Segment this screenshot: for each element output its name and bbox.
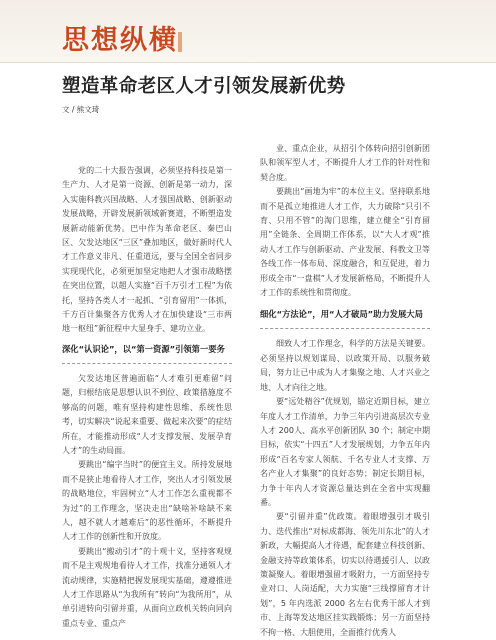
paragraph: 要跳出“画地为牢”的本位主义。坚持联系地而不是孤立地推进人才工作，大力破除“只引不育、只用不管”的淘门思维，建立健全“引育留用”全链条、全周期工作体系，以“大人才观”推动人才工作与创新驱动、产业发展、科教文卫等各线工作一体布局、深度融合，和互促进，着力形成全市“一盘棋”人才发展新格局，不断提升人才工作的系统性和贯彻度。 (260, 187, 430, 298)
paragraph: 细致人才工作理念，科学的方法是关键要。必须坚持以规划谋局、以政策开局、以服务破局，努力让已中成为人才集聚之地、人才兴业之地、人才向往之地。 (260, 339, 430, 392)
paragraph: 党的二十大报告强调，必须坚持科技是第一生产力、人才是第一资源、创新是第一动力，深入实施科教兴国战略、人才强国战略、创新驱动发展战略，开辟发展新领域新赛道，不断塑造发展新动能新优势。巴中作为革命老区、秦巴山区、欠发达地区“三区”叠加地区，做好新时代人才工作意义非凡、任重道远，要与全国全省同步实现现代化，必须更加坚定地把人才强市战略摆在突出位置，以超人实施“百千万引才工程”为依托，坚持各类人才一起抓、“引育留用”一体抓，千方百计集聚各方优秀人才在加快建设“三市两地一枢纽”新征程中大显身手、建功立业。 (62, 166, 232, 334)
section-title: 思想纵横 (62, 25, 178, 56)
right-text-column (260, 142, 430, 640)
subheading: 细化“方法论”，用“人才破局”助力发展大局 (260, 308, 430, 329)
paragraph: 要“引留并重”优政策。着眼增强引才吸引力、迭代推出“对标成都海、领先川东北”的人才新政，大幅提高人才待遇，配套建立科技创新、金融支持等政策体系，切实以待遇援引人、以政策凝聚人。着眼增强留才吸附力，一方面坚持专业对口、人岗适配，大力实施“三线撑留育才计划”，5 年内选派 2000 名左右优秀干部人才到市、上海等发达地区挂实践锻炼；另一方面坚持不拘一格、大胆使用，全面推行优秀人 (260, 512, 430, 637)
paragraph: 要跳出“编字当时”的便宜主义。所持发展地而不是狭止地看待人才工作，突出人才引领发展的战略地位，牢固树立“人才工作怎么重视都不为过”的工作理念，坚决走出“缺啥补啥缺不来人，越不就人才越难后”的恶性循环，不断提升人才工作的创新性和开放度。 (62, 460, 232, 542)
paragraph: 业、重点企业，从招引个体转向招引创新团队和领军型人才，不断提升人才工作的针对性和契合度。 (260, 144, 430, 182)
paragraph: 要跳出“搬动引才”的十观十义，坚持客观规而不是主观规地看待人才工作，找准分通领人才流动规律，实施精把握发展现实基础，遵遵推进人才工作思路从“为我所有”转向“为我所用”，从单引进转向引留并重，从面向立政机关转向同向重点专业、重点产 (62, 546, 232, 628)
header-divider (0, 62, 496, 63)
article-byline: 文 / 熊文琦 (62, 105, 100, 114)
paragraph: 要“远处精谷”优规划，锚定近期目标，建立年度人才工作清单，力争三年内引进高层次专业人才 200人、高水平创新团队 30 个；制定中期目标，依实“十四五”人才发展规划，力争五年内形成“百名专家人领航、千名专业人才支撑、万名产业人才集聚”的良好态势；制定长期目标，力争十年内人才资源总量达到在全省中实现翻番。 (260, 397, 430, 507)
article-title: 塑造革命老区人才引领发展新优势 (62, 76, 346, 97)
subheading: 深化“认识论”，以“第一资源”引领第一要务 (62, 343, 232, 364)
section-title-accent-bar (178, 32, 182, 52)
left-text-column (62, 164, 232, 631)
paragraph: 欠发达地区普遍面临“人才难引更难留”问题，归根结底是思想认识不到位、政策措施度不够高的问题，唯有坚持构建性思维、系统性思考，切实解决“说起来重要、做起来次要”的症结所在，才能推动形成“人才支撑发展、发展孕育人才”的生动局面。 (62, 373, 232, 455)
